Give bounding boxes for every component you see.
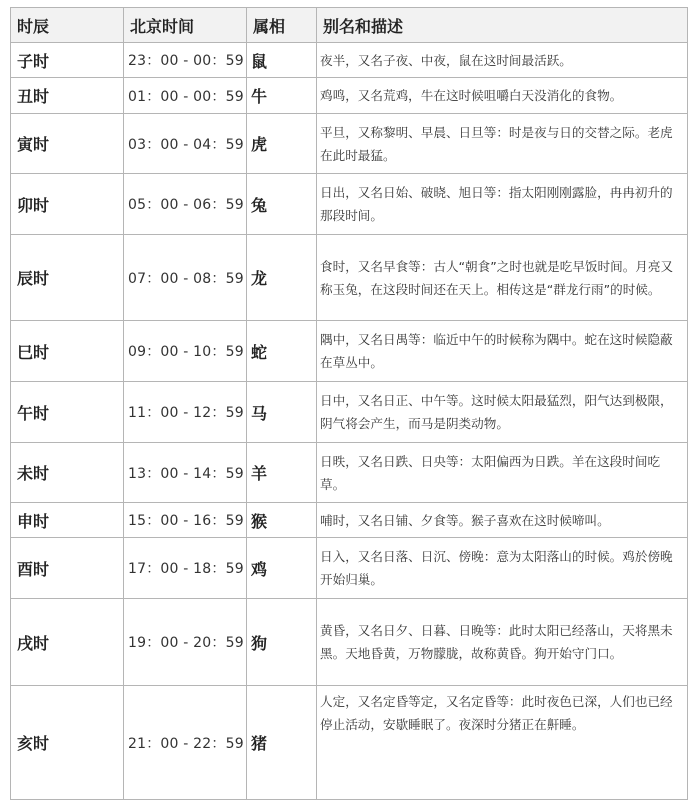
table-row [11,235,688,321]
cell-description: 鸡鸣，又名荒鸡，牛在这时候咀嚼白天没消化的食物。 [317,78,688,114]
table-row [11,538,688,599]
cell-animal: 鼠 [247,43,317,78]
cell-description: 哺时，又名日铺、夕食等。猴子喜欢在这时候啼叫。 [317,503,688,538]
cell-description: 人定，又名定昏等定，又名定昏等：此时夜色已深，人们也已经停止活动，安歇睡眠了。夜深时分猪正在鼾睡。 [317,686,688,800]
cell-description: 黄昏，又名日夕、日暮、日晚等：此时太阳已经落山，天将黑未黑。天地昏黄，万物朦胧，故称黄昏。狗开始守门口。 [317,599,688,686]
header-zodiac: 属相 [247,8,317,43]
cell-time: 19：00 - 20：59 [124,599,247,686]
cell-animal: 龙 [247,235,317,321]
cell-shichen: 寅时 [11,114,124,174]
cell-animal: 羊 [247,443,317,503]
cell-description: 日出，又名日始、破晓、旭日等：指太阳刚刚露脸，冉冉初升的那段时间。 [317,174,688,235]
cell-description: 日入，又名日落、日沉、傍晚：意为太阳落山的时候。鸡於傍晚开始归巢。 [317,538,688,599]
table-row [11,599,688,686]
cell-description: 隅中，又名日禺等：临近中午的时候称为隅中。蛇在这时候隐蔽在草丛中。 [317,321,688,382]
cell-description: 夜半，又名子夜、中夜，鼠在这时间最活跃。 [317,43,688,78]
cell-animal: 狗 [247,599,317,686]
cell-description: 食时，又名早食等：古人“朝食”之时也就是吃早饭时间。月亮又称玉兔，在这段时间还在天上。相传这是“群龙行雨”的时候。 [317,235,688,321]
zodiac-hours-table-wrapper [10,7,688,800]
cell-shichen: 戌时 [11,599,124,686]
cell-animal: 鸡 [247,538,317,599]
cell-time: 05：00 - 06：59 [124,174,247,235]
cell-animal: 蛇 [247,321,317,382]
cell-time: 17：00 - 18：59 [124,538,247,599]
cell-shichen: 子时 [11,43,124,78]
header-description: 别名和描述 [317,8,688,43]
cell-animal: 兔 [247,174,317,235]
table-row [11,382,688,443]
cell-animal: 猴 [247,503,317,538]
zodiac-hours-table [10,7,688,800]
cell-description: 日昳，又名日跌、日央等：太阳偏西为日跌。羊在这段时间吃草。 [317,443,688,503]
table-row [11,114,688,174]
cell-shichen: 辰时 [11,235,124,321]
cell-time: 21：00 - 22：59 [124,686,247,800]
cell-shichen: 亥时 [11,686,124,800]
table-row [11,443,688,503]
cell-shichen: 午时 [11,382,124,443]
table-row [11,78,688,114]
table-row [11,686,688,800]
cell-time: 13：00 - 14：59 [124,443,247,503]
cell-time: 03：00 - 04：59 [124,114,247,174]
cell-shichen: 酉时 [11,538,124,599]
cell-time: 09：00 - 10：59 [124,321,247,382]
cell-shichen: 未时 [11,443,124,503]
table-row [11,174,688,235]
cell-description: 日中，又名日正、中午等。这时候太阳最猛烈，阳气达到极限，阴气将会产生，而马是阴类动物。 [317,382,688,443]
header-shichen: 时辰 [11,8,124,43]
table-header-row [11,8,688,43]
table-row [11,503,688,538]
cell-animal: 牛 [247,78,317,114]
cell-shichen: 申时 [11,503,124,538]
cell-time: 07：00 - 08：59 [124,235,247,321]
cell-time: 11：00 - 12：59 [124,382,247,443]
cell-time: 15：00 - 16：59 [124,503,247,538]
header-beijing-time: 北京时间 [124,8,247,43]
cell-description: 平旦，又称黎明、早晨、日旦等：时是夜与日的交替之际。老虎在此时最猛。 [317,114,688,174]
cell-animal: 猪 [247,686,317,800]
cell-animal: 马 [247,382,317,443]
cell-shichen: 丑时 [11,78,124,114]
cell-time: 01：00 - 00：59 [124,78,247,114]
cell-shichen: 卯时 [11,174,124,235]
table-row [11,43,688,78]
cell-shichen: 巳时 [11,321,124,382]
table-row [11,321,688,382]
cell-time: 23：00 - 00：59 [124,43,247,78]
cell-animal: 虎 [247,114,317,174]
